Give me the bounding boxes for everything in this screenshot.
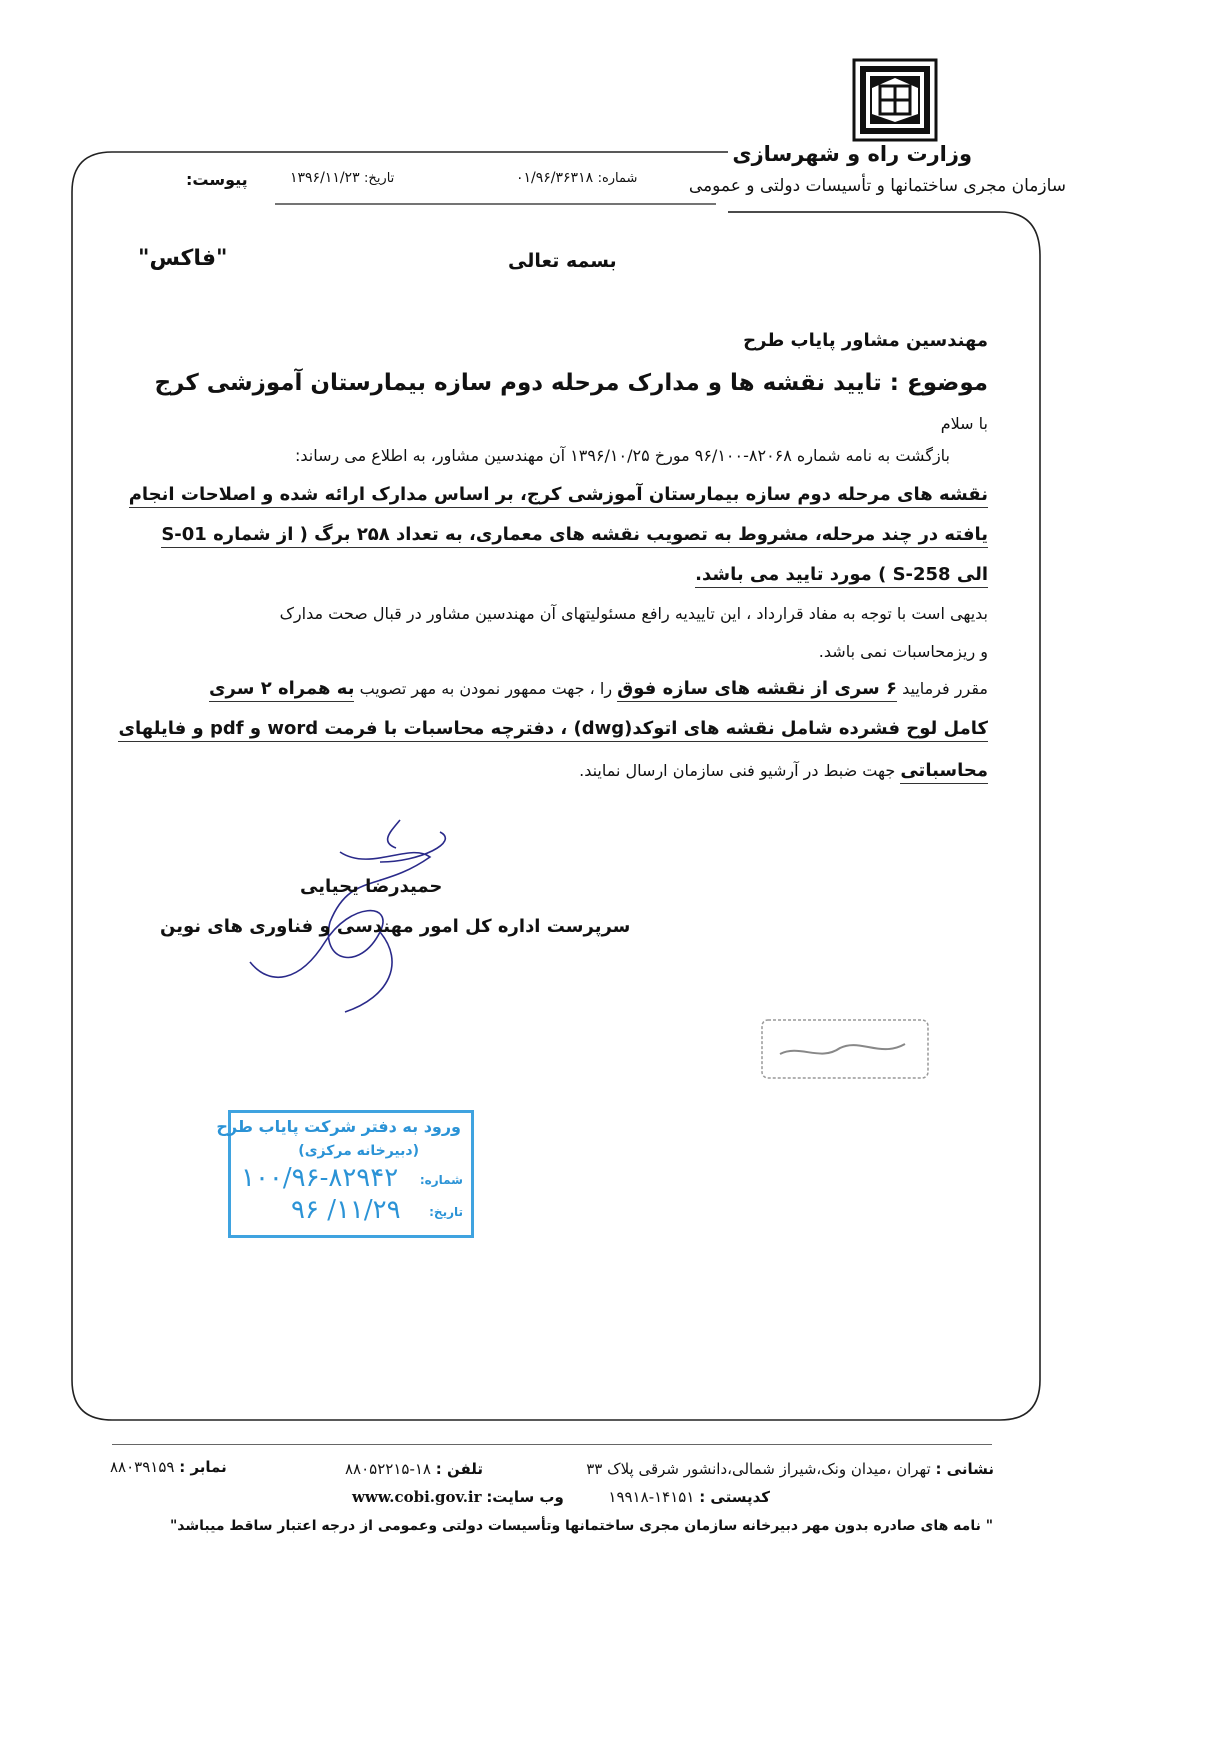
request-line-1-d: به همراه ۲ سری [209, 678, 354, 702]
footer-note: " نامه های صادره بدون مهر دبیرخانه سازمان مجری ساختمانها وتأسیسات دولتی وعمومی از درجه اعتبار ساقط میباشد" [170, 1518, 993, 1534]
entry-stamp-number-label: شماره: [419, 1173, 463, 1187]
approval-line-1 [129, 484, 988, 505]
intro-line: بازگشت به نامه شماره ۸۲۰۶۸-۹۶/۱۰۰ مورخ ۱۳۹۶/۱۰/۲۵ آن مهندسین مشاور، به اطلاع می رساند: [294, 446, 950, 465]
approval-line-2 [161, 524, 988, 545]
footer-fax-label: نمابر : [179, 1458, 227, 1476]
letter-number [516, 170, 637, 186]
footer-phone [345, 1460, 483, 1478]
request-line-1-a: مقرر فرمایید [902, 679, 988, 698]
request-line-3-b: جهت ضبط در آرشیو فنی سازمان ارسال نمایند. [579, 761, 896, 780]
subject: موضوع : تایید نقشه ها و مدارک مرحله دوم سازه بیمارستان آموزشی کرج [154, 370, 988, 396]
footer-phone-value: ۱۸-۸۸۰۵۲۲۱۵ [345, 1460, 431, 1478]
footer-phone-label: تلفن : [435, 1460, 484, 1478]
approval-line-1-text: نقشه های مرحله دوم سازه بیمارستان آموزشی کرج، بر اساس مدارک ارائه شده و اصلاحات انجام [129, 484, 988, 508]
fax-label: "فاکس" [138, 246, 228, 271]
footer-rule [112, 1444, 992, 1445]
footer-website-label: وب سایت: [486, 1488, 564, 1506]
signer-title: سرپرست اداره کل امور مهندسی و فناوری های نوین [160, 916, 631, 937]
request-line-3-a: محاسباتی [900, 760, 988, 784]
footer-address-value: تهران ،میدان ونک،شیراز شمالی،دانشور شرقی پلاک ۳۳ [586, 1460, 931, 1478]
footer-address [586, 1460, 994, 1478]
footer-postal-value: ۱۴۱۵۱-۱۹۹۱۸ [608, 1488, 695, 1506]
greeting: با سلام [940, 414, 988, 433]
entry-stamp [216, 1110, 474, 1238]
letter-date-value: ۱۳۹۶/۱۱/۲۳ [290, 170, 360, 186]
faint-stamp [760, 1018, 930, 1080]
footer-address-label: نشانی : [935, 1460, 994, 1478]
entry-stamp-subtitle: (دبیرخانه مرکزی) [298, 1143, 419, 1159]
request-line-1-b: ۶ سری از نقشه های سازه فوق [617, 678, 897, 702]
request-line-1-c: را ، جهت ممهور نمودن به مهر تصویب [359, 679, 613, 698]
footer-website-link[interactable]: www.cobi.gov.ir [352, 1488, 482, 1506]
letter-date-label: تاریخ: [364, 171, 395, 186]
attachment-label: پیوست: [186, 170, 248, 189]
request-line-3 [579, 760, 988, 781]
entry-stamp-date: ۹۶ /۱۱/۲۹ [291, 1195, 401, 1225]
approval-line-3 [695, 564, 988, 585]
approval-line-2-text: یافته در چند مرحله، مشروط به تصویب نقشه های معماری، به تعداد ۲۵۸ برگ ( از شماره S-01 [161, 524, 988, 548]
recipient: مهندسین مشاور پایاب طرح [743, 330, 988, 351]
letter-number-value: ۰۱/۹۶/۳۶۳۱۸ [516, 170, 594, 186]
footer-postal [608, 1488, 770, 1506]
request-line-1 [209, 678, 988, 699]
entry-stamp-number: ۱۰۰/۹۶-۸۲۹۴۲ [241, 1163, 399, 1193]
footer-fax [110, 1458, 227, 1476]
ministry-name: وزارت راه و شهرسازی [732, 142, 972, 166]
signer-name: حمیدرضا یحیایی [300, 876, 443, 897]
responsibility-line-1: بدیهی است با توجه به مفاد قرارداد ، این تاییدیه رافع مسئولیتهای آن مهندسین مشاور در قبال صحت مدارک [279, 604, 988, 623]
approval-line-3-text: الی S-258 ) مورد تایید می باشد. [695, 564, 988, 588]
organization-name: سازمان مجری ساختمانها و تأسیسات دولتی و عمومی [688, 176, 1066, 196]
entry-stamp-date-label: تاریخ: [429, 1205, 463, 1219]
ministry-logo-icon [852, 58, 938, 142]
footer-website [352, 1488, 564, 1506]
request-line-2-text: کامل لوح فشرده شامل نقشه های اتوکد(dwg) ، دفترچه محاسبات با فرمت word و pdf و فایلهای [118, 718, 988, 742]
besmeh: بسمه تعالی [508, 250, 617, 272]
letter-number-label: شماره: [597, 171, 638, 186]
footer-postal-label: کدپستی : [699, 1488, 770, 1506]
letter-date [290, 170, 394, 186]
request-line-2 [118, 718, 988, 739]
responsibility-line-2: و ریزمحاسبات نمی باشد. [818, 642, 988, 661]
entry-stamp-title: ورود به دفتر شرکت پایاب طرح [216, 1117, 461, 1136]
footer-fax-value: ۸۸۰۳۹۱۵۹ [110, 1458, 175, 1476]
